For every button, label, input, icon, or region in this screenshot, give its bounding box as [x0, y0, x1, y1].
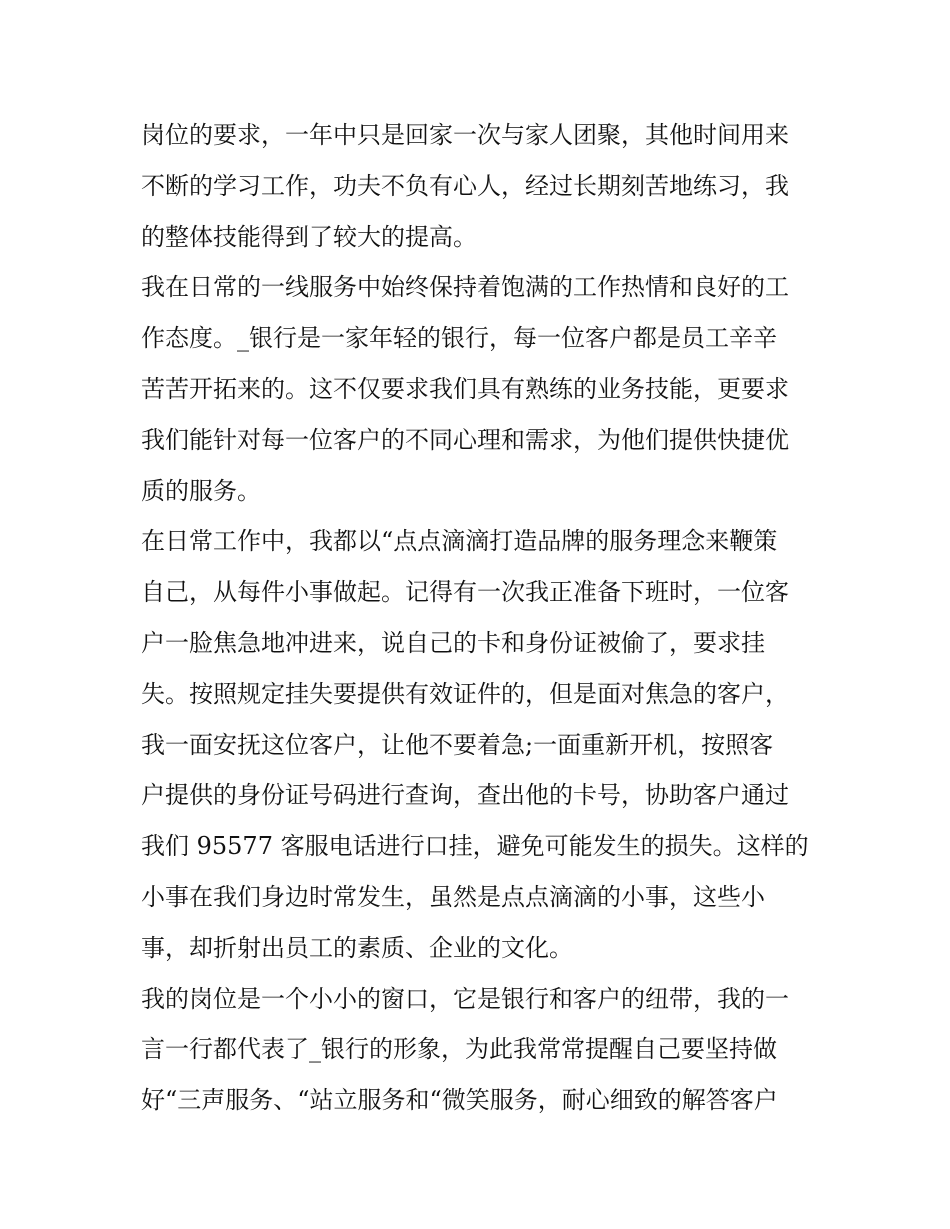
text-line: 不断的学习工作，功夫不负有心人，经过长期刻苦地练习，我	[141, 171, 789, 200]
text-line: 在日常工作中，我都以“点点滴滴打造品牌的服务理念来鞭策	[141, 527, 778, 556]
text-line: 质的服务。	[141, 476, 261, 505]
text-line: 言一行都代表了_银行的形象，为此我常常提醒自己要坚持做	[141, 1035, 777, 1064]
text-line: 岗位的要求，一年中只是回家一次与家人团聚，其他时间用来	[141, 121, 789, 149]
text-line: 事，却折射出员工的素质、企业的文化。	[141, 933, 573, 962]
text-line: 我的岗位是一个小小的窗口，它是银行和客户的纽带，我的一	[141, 984, 789, 1013]
text-line: 失。按照规定挂失要提供有效证件的，但是面对焦急的客户，	[141, 679, 789, 708]
text-line: 小事在我们身边时常发生，虽然是点点滴滴的小事，这些小	[141, 882, 765, 911]
text-line: 自己，从每件小事做起。记得有一次我正准备下班时，一位客	[141, 578, 789, 607]
text-line: 苦苦开拓来的。这不仅要求我们具有熟练的业务技能，更要求	[141, 374, 789, 403]
text-line: 的整体技能得到了较大的提高。	[141, 222, 477, 251]
text-line: 户提供的身份证号码进行查询，查出他的卡号，协助客户通过	[141, 781, 789, 810]
text-line: 户一脸焦急地冲进来，说自己的卡和身份证被偷了，要求挂	[141, 628, 765, 657]
text-line: 我们能针对每一位客户的不同心理和需求，为他们提供快捷优	[141, 425, 789, 454]
text-line: 好“三声服务、“站立服务和“微笑服务，耐心细致的解答客户	[141, 1086, 778, 1115]
text-line: 我一面安抚这位客户，让他不要着急;一面重新开机，按照客	[141, 730, 774, 759]
text-line: 作态度。_银行是一家年轻的银行，每一位客户都是员工辛辛	[141, 324, 777, 353]
text-line: 我们 95577 客服电话进行口挂，避免可能发生的损失。这样的	[141, 832, 809, 861]
body-text	[141, 110, 821, 1126]
text-line: 我在日常的一线服务中始终保持着饱满的工作热情和良好的工	[141, 273, 789, 302]
